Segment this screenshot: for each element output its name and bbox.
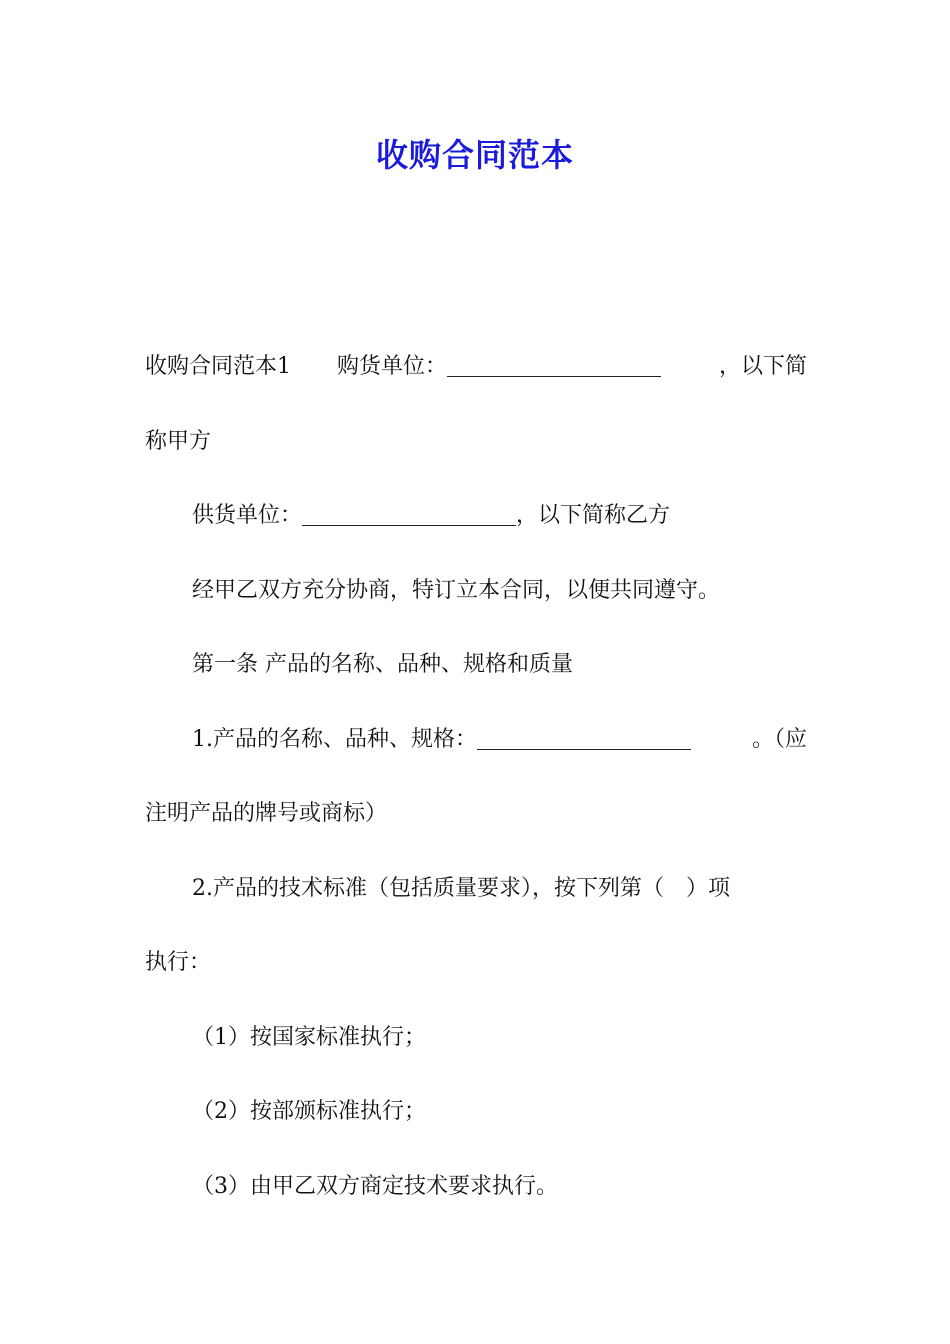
- supplier-suffix: ，以下简称乙方: [516, 503, 671, 528]
- supplier-label: 供货单位：: [192, 503, 303, 528]
- list-item: （3）由甲乙双方商定技术要求执行。: [192, 1173, 558, 1199]
- supplier-blank-field[interactable]: [302, 501, 516, 526]
- buyer-wrap-line: 称甲方: [145, 428, 212, 454]
- technical-standard-wrap-line: 执行：: [145, 950, 212, 975]
- list-item: （2）按部颁标准执行；: [192, 1099, 426, 1124]
- buyer-blank-field[interactable]: [447, 352, 661, 377]
- article-one-heading: 第一条 产品的名称、品种、规格和质量: [192, 652, 573, 677]
- paragraph-agreement: 经甲乙双方充分协商，特订立本合同，以便共同遵守。: [192, 577, 721, 603]
- paragraph-buyer: [145, 330, 807, 405]
- document-body: [145, 330, 807, 1224]
- paragraph-product-name: [145, 703, 807, 778]
- document-title: 收购合同范本: [375, 136, 574, 174]
- paragraph-technical-standard: 2.产品的技术标准（包括质量要求），按下列第（ ）项: [192, 875, 730, 901]
- product-label: 1.产品的名称、品种、规格：: [192, 726, 477, 752]
- buyer-line-left: [145, 330, 661, 405]
- contract-heading: 收购合同范本1: [145, 354, 291, 379]
- product-line-left: [192, 703, 691, 778]
- product-wrap-line: 注明产品的牌号或商标）: [145, 801, 388, 826]
- buyer-suffix: ，以下简: [718, 354, 807, 379]
- list-item: （1）按国家标准执行；: [192, 1024, 426, 1050]
- product-suffix: 。（应: [751, 726, 807, 752]
- paragraph-supplier: [145, 479, 807, 554]
- product-blank-field[interactable]: [477, 725, 691, 750]
- buyer-label: 购货单位：: [337, 354, 448, 379]
